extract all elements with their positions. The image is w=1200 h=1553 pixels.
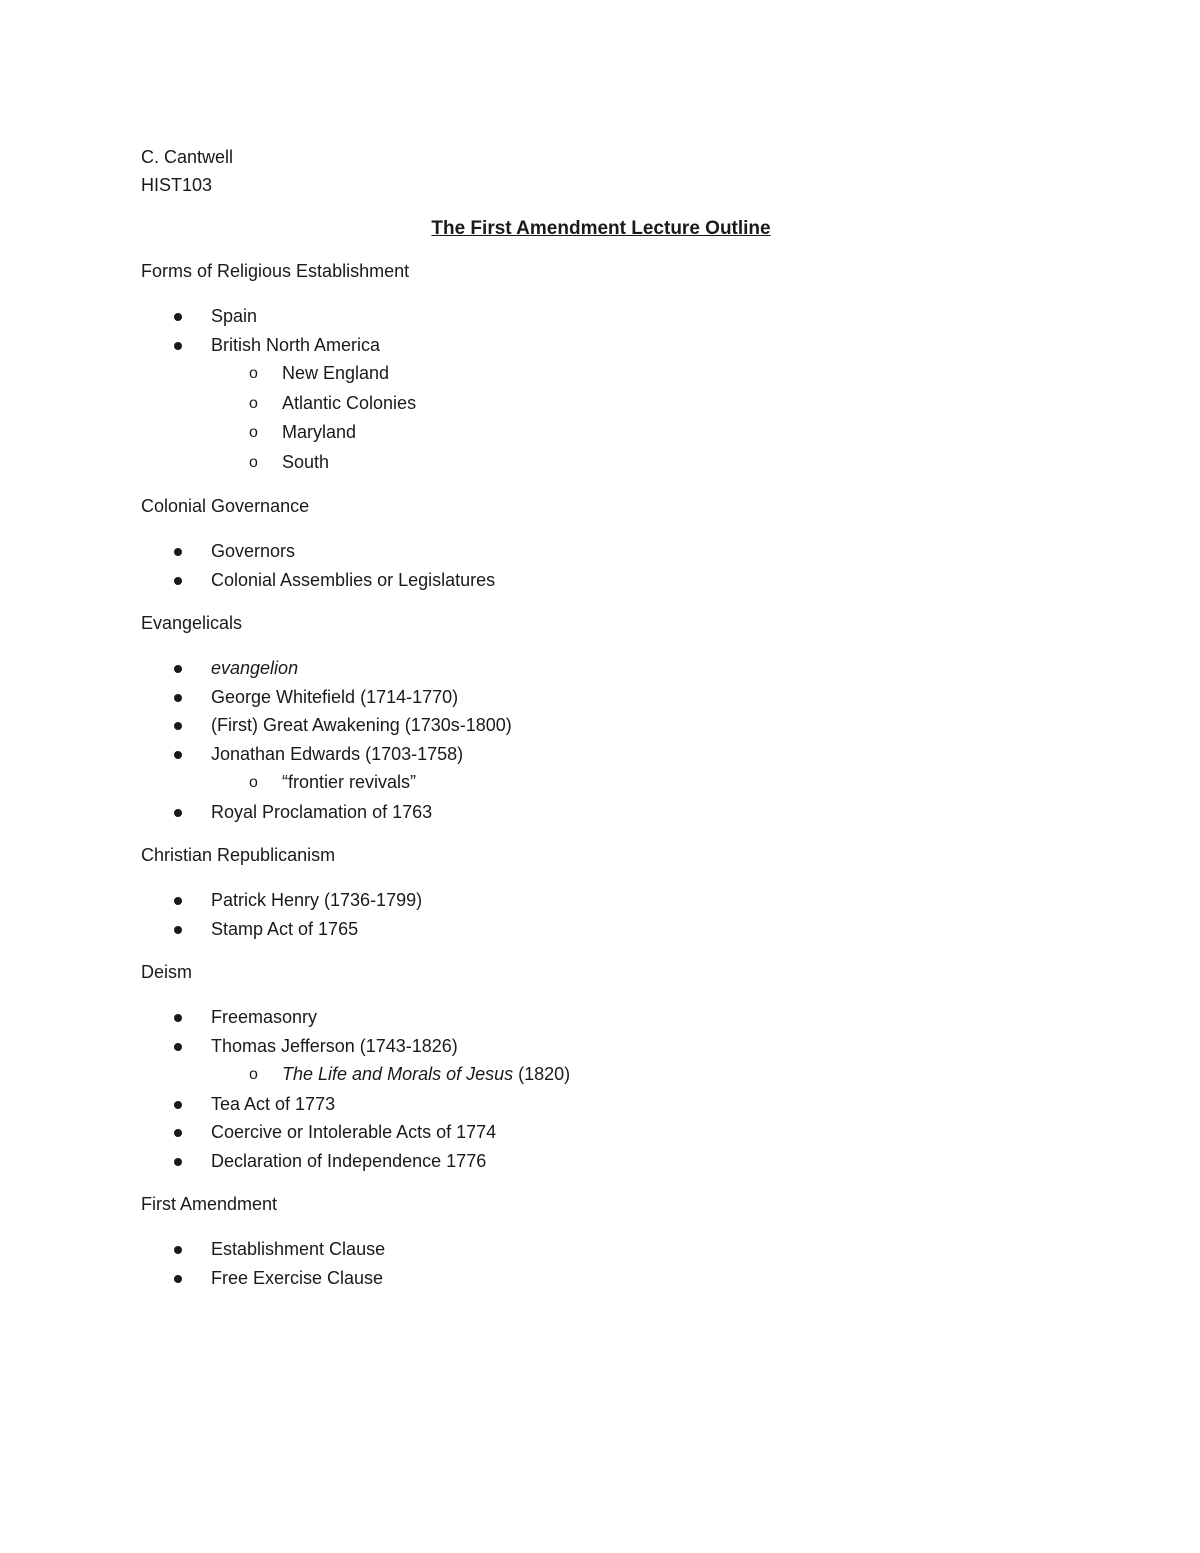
circle-bullet-icon: o bbox=[249, 365, 258, 382]
list-item: Spain bbox=[141, 302, 1061, 331]
bullet-icon bbox=[174, 342, 182, 350]
bullet-icon bbox=[174, 1043, 182, 1051]
author-name: C. Cantwell bbox=[141, 147, 234, 167]
sub-list bbox=[211, 768, 1061, 798]
circle-bullet-icon: o bbox=[249, 424, 258, 441]
bullet-list bbox=[141, 537, 1061, 594]
sub-list-item bbox=[211, 1060, 1061, 1090]
bullet-icon bbox=[174, 1158, 182, 1166]
section-heading: Forms of Religious Establishment bbox=[141, 261, 410, 281]
bullet-icon bbox=[174, 313, 182, 321]
bullet-list bbox=[141, 654, 1061, 826]
section-heading: Deism bbox=[141, 962, 193, 982]
list-item: George Whitefield (1714-1770) bbox=[141, 683, 1061, 712]
document-page bbox=[141, 143, 1061, 1308]
list-item: Patrick Henry (1736-1799) bbox=[141, 886, 1061, 915]
list-item: British North America o New England o Atlantic Colonies o Maryland o South bbox=[141, 331, 1061, 478]
list-item: Governors bbox=[141, 537, 1061, 566]
bullet-icon bbox=[174, 665, 182, 673]
list-item: Freemasonry bbox=[141, 1003, 1061, 1032]
sub-list bbox=[211, 359, 1061, 477]
bullet-icon bbox=[174, 722, 182, 730]
list-item: Coercive or Intolerable Acts of 1774 bbox=[141, 1118, 1061, 1147]
list-item: Declaration of Independence 1776 bbox=[141, 1147, 1061, 1176]
section-heading: First Amendment bbox=[141, 1194, 278, 1214]
bullet-list bbox=[141, 886, 1061, 943]
sub-list-item: o Atlantic Colonies bbox=[211, 389, 1061, 419]
section-heading: Christian Republicanism bbox=[141, 845, 336, 865]
bullet-icon bbox=[174, 577, 182, 585]
list-item: Colonial Assemblies or Legislatures bbox=[141, 566, 1061, 595]
sub-list-item: o New England bbox=[211, 359, 1061, 389]
bullet-icon bbox=[174, 548, 182, 556]
list-item: Jonathan Edwards (1703-1758) o “frontier revivals” bbox=[141, 740, 1061, 798]
bullet-icon bbox=[174, 694, 182, 702]
bullet-icon bbox=[174, 1246, 182, 1254]
bullet-icon bbox=[174, 897, 182, 905]
book-year: (1820) bbox=[513, 1064, 571, 1084]
page-title: The First Amendment Lecture Outline bbox=[431, 218, 771, 239]
section-republicanism bbox=[141, 842, 1061, 943]
circle-bullet-icon: o bbox=[249, 774, 258, 791]
circle-bullet-icon: o bbox=[249, 394, 258, 412]
bullet-icon bbox=[174, 1101, 182, 1109]
list-item: Free Exercise Clause bbox=[141, 1264, 1061, 1293]
book-title: The Life and Morals of Jesus bbox=[282, 1064, 514, 1084]
bullet-icon bbox=[174, 1014, 182, 1022]
bullet-icon bbox=[174, 1129, 182, 1137]
sub-list-item: o Maryland bbox=[211, 418, 1061, 448]
section-evangelicals bbox=[141, 610, 1061, 826]
section-governance bbox=[141, 493, 1061, 594]
bullet-icon bbox=[174, 751, 182, 759]
circle-bullet-icon: o bbox=[249, 453, 258, 471]
bullet-list bbox=[141, 302, 1061, 477]
section-establishment bbox=[141, 258, 1061, 477]
list-item: Thomas Jefferson (1743-1826) o The Life and Morals of Jesus (1820) bbox=[141, 1032, 1061, 1090]
bullet-icon bbox=[174, 1275, 182, 1283]
section-heading: Evangelicals bbox=[141, 613, 243, 633]
section-deism bbox=[141, 959, 1061, 1175]
sub-list-item: o South bbox=[211, 448, 1061, 478]
list-item: Royal Proclamation of 1763 bbox=[141, 798, 1061, 827]
sub-list-item: o “frontier revivals” bbox=[211, 768, 1061, 798]
section-first-amendment bbox=[141, 1191, 1061, 1292]
list-item: (First) Great Awakening (1730s-1800) bbox=[141, 711, 1061, 740]
bullet-icon bbox=[174, 926, 182, 934]
list-item: evangelion bbox=[141, 654, 1061, 683]
course-code: HIST103 bbox=[141, 175, 213, 195]
sub-list bbox=[211, 1060, 1061, 1090]
list-item: Stamp Act of 1765 bbox=[141, 915, 1061, 944]
bullet-list bbox=[141, 1003, 1061, 1175]
list-item: Establishment Clause bbox=[141, 1235, 1061, 1264]
section-heading: Colonial Governance bbox=[141, 496, 310, 516]
bullet-icon bbox=[174, 809, 182, 817]
circle-bullet-icon: o bbox=[249, 1066, 258, 1083]
list-item: Tea Act of 1773 bbox=[141, 1090, 1061, 1119]
bullet-list bbox=[141, 1235, 1061, 1292]
